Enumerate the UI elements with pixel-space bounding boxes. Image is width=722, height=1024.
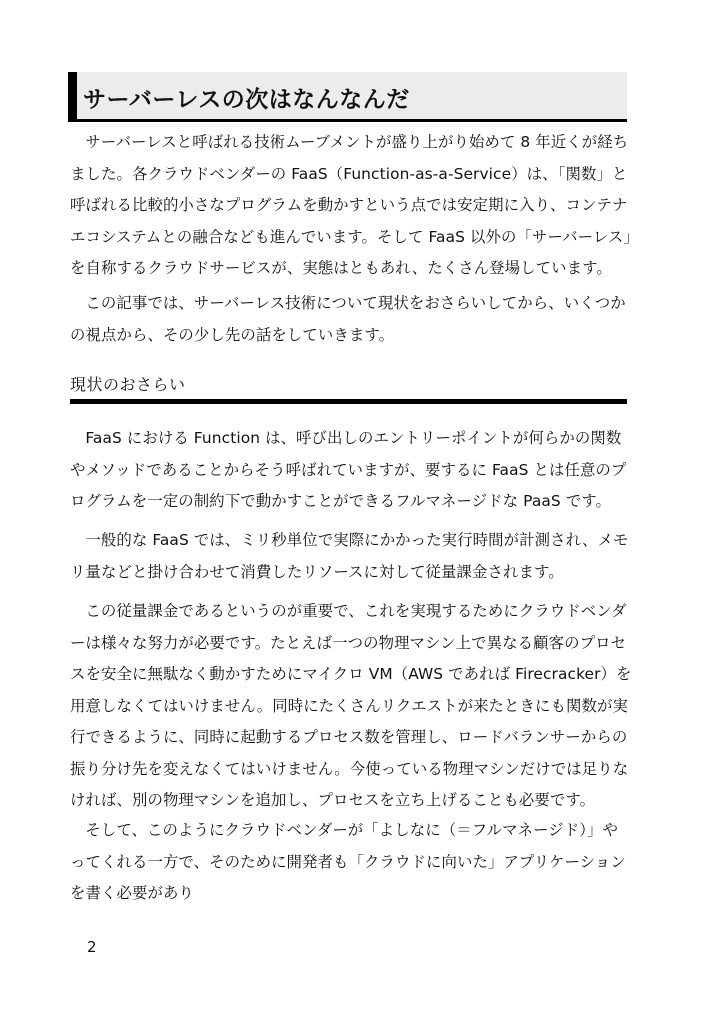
chapter-heading [68, 72, 627, 122]
chapter-heading-bar [68, 72, 77, 119]
chapter-title: サーバーレスの次はなんなんだ [83, 87, 410, 113]
page-number: 2 [87, 938, 97, 956]
intro-paragraph: この記事では、サーバーレス技術について現状をおさらいしてから、いくつかの視点から、その少し先の話をしていきます。 [70, 294, 626, 344]
body-paragraph: そして、このようにクラウドベンダーが「よしなに（＝フルマネージド）」やってくれる一方で、そのために開発者も「クラウドに向いた」アプリケーションを書く必要があり [70, 821, 626, 902]
body-paragraph: FaaS における Function は、呼び出しのエントリーポイントが何らかの関数やメソッドであることからそう呼ばれていますが、要するに FaaS とは任意のプログラムを一定の制約下で動かすことができるフルマネージドな PaaS です。 [70, 429, 627, 510]
intro-paragraph: サーバーレスと呼ばれる技術ムーブメントが盛り上がり始めて 8 年近くが経ちました。各クラウドベンダーの FaaS（Function-as-a-Service）は、「関数」と呼ばれる比較的小さなプログラムを動かすという点では安定期に入り、コンテナエコシステムとの融合なども進んでいます。そして FaaS 以外の「サーバーレス」を自称するクラウドサービスが、実態はともあれ、たくさん登場しています。 [70, 133, 632, 277]
body-paragraph: この従量課金であるというのが重要で、これを実現するためにクラウドベンダーは様々な努力が必要です。たとえば一つの物理マシン上で異なる顧客のプロセスを安全に無駄なく動かすためにマイクロ VM（AWS であれば Firecracker）を用意しなくてはいけません。同時にたくさんリクエストが来たときにも関数が実行できるように、同時に起動するプロセス数を管理し、ロードバランサーからの振り分け先を変えなくてはいけません。今使っている物理マシンだけでは足りなければ、別の物理マシンを追加し、プロセスを立ち上げることも必要です。 [70, 602, 632, 809]
section-title: 現状のおさらい [70, 375, 186, 394]
section-heading [70, 372, 627, 404]
body-paragraph: 一般的な FaaS では、ミリ秒単位で実際にかかった実行時間が計測され、メモリ量などと掛け合わせて消費したリソースに対して従量課金されます。 [70, 531, 629, 581]
